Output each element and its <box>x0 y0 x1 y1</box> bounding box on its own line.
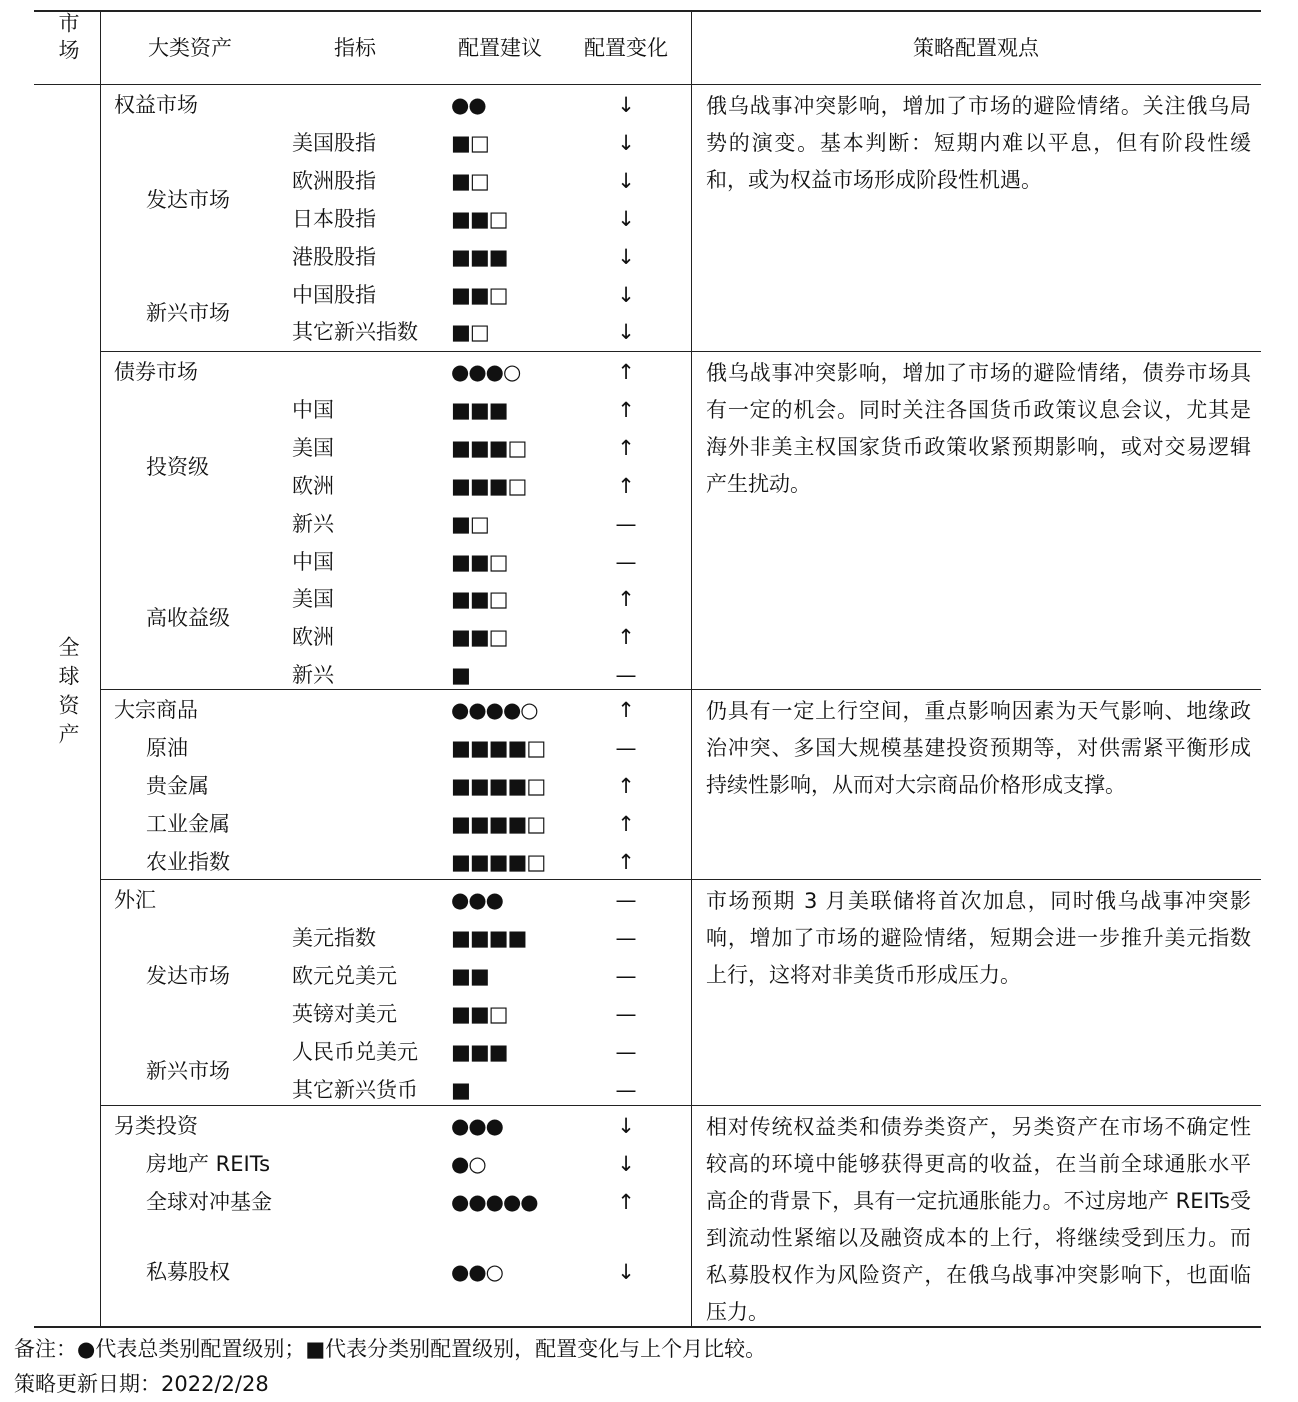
change-indicator: — <box>615 1077 637 1102</box>
change-indicator: — <box>615 735 637 760</box>
asset-name: 贵金属 <box>146 773 209 798</box>
table-rule <box>691 11 692 1326</box>
table-rule <box>100 11 101 1326</box>
change-indicator: ↑ <box>617 360 635 384</box>
footer-date: 策略更新日期：2022/2/28 <box>14 1372 269 1396</box>
change-indicator: — <box>615 1001 637 1026</box>
change-indicator: ↑ <box>617 849 635 874</box>
strategy-view: 俄乌战事冲突影响，增加了市场的避险情绪。关注俄乌局势的演变。基本判断：短期内难以平息，但有阶段性缓和，或为权益市场形成阶段性机遇。 <box>706 94 1251 192</box>
indicator-name: 新兴 <box>292 663 334 688</box>
allocation-rating: ■■■□ <box>451 473 527 498</box>
indicator-name: 新兴 <box>292 511 334 536</box>
change-indicator: ↑ <box>617 811 635 836</box>
asset-name: 全球对冲基金 <box>146 1190 272 1214</box>
change-indicator: ↑ <box>617 587 635 612</box>
allocation-rating: ■■■■□ <box>451 849 546 874</box>
allocation-rating: ●●● <box>451 1114 503 1138</box>
asset-name: 私募股权 <box>146 1260 230 1284</box>
indicator-name: 日本股指 <box>292 206 376 231</box>
indicator-name: 欧元兑美元 <box>292 963 397 988</box>
allocation-rating: ■□ <box>451 168 489 193</box>
allocation-rating: ■■□ <box>451 549 508 574</box>
market-label <box>50 636 80 763</box>
change-indicator: ↓ <box>617 130 635 155</box>
allocation-rating: ●●●●○ <box>451 698 538 722</box>
allocation-rating: ●● <box>451 93 486 117</box>
allocation-rating: ■□ <box>451 320 489 345</box>
change-indicator: ↑ <box>617 773 635 798</box>
indicator-name: 欧洲 <box>292 473 334 498</box>
change-indicator: — <box>615 511 637 536</box>
table-rule <box>100 1105 1261 1106</box>
strategy-view: 相对传统权益类和债券类资产，另类资产在市场不确定性较高的环境中能够获得更高的收益，在当前全球通胀水平高企的背景下，具有一定抗通胀能力。不过房地产 REITs受到流动性紧缩以及融资成本的上行，将继续受到压力。而私募股权作为风险资产，在俄乌战事冲突影响下，也面临压力。 <box>706 1115 1251 1324</box>
allocation-rating: ■■□ <box>451 587 508 612</box>
asset-name: 债券市场 <box>114 360 198 384</box>
change-indicator: ↓ <box>617 282 635 307</box>
allocation-rating: ■■■□ <box>451 435 527 460</box>
allocation-rating: ■■■ <box>451 1039 508 1064</box>
asset-name: 大宗商品 <box>114 698 198 722</box>
subgroup-name: 新兴市场 <box>146 301 230 326</box>
indicator-name: 美国 <box>292 435 334 460</box>
allocation-rating: ■■□ <box>451 1001 508 1026</box>
allocation-rating: ■■■■ <box>451 925 527 950</box>
change-indicator: ↓ <box>617 1152 635 1176</box>
allocation-rating: ●○ <box>451 1152 486 1176</box>
footer-note: 备注：●代表总类别配置级别；■代表分类别配置级别，配置变化与上个月比较。 <box>14 1337 767 1361</box>
market-label-text: 全球资产 <box>56 636 80 752</box>
allocation-rating: ■□ <box>451 511 489 536</box>
change-indicator: ↑ <box>617 397 635 422</box>
asset-name: 另类投资 <box>114 1114 198 1138</box>
change-indicator: ↑ <box>617 625 635 650</box>
asset-name: 权益市场 <box>114 93 198 117</box>
change-indicator: — <box>615 963 637 988</box>
indicator-name: 人民币兑美元 <box>292 1039 418 1064</box>
asset-name: 房地产 REITs <box>146 1152 271 1176</box>
strategy-view: 俄乌战事冲突影响，增加了市场的避险情绪，债券市场具有一定的机会。同时关注各国货币政策议息会议，尤其是海外非美主权国家货币政策收紧预期影响，或对交易逻辑产生扰动。 <box>706 361 1251 496</box>
change-indicator: ↑ <box>617 435 635 460</box>
change-indicator: ↓ <box>617 93 635 117</box>
asset-name: 工业金属 <box>146 811 230 836</box>
change-indicator: — <box>615 1039 637 1064</box>
table-rule <box>34 10 1261 12</box>
indicator-name: 中国股指 <box>292 282 376 307</box>
indicator-name: 其它新兴指数 <box>292 320 418 345</box>
subgroup-name: 高收益级 <box>146 606 230 631</box>
allocation-rating: ■■■■□ <box>451 773 546 798</box>
change-indicator: ↑ <box>617 1190 635 1214</box>
allocation-rating: ■■■■□ <box>451 735 546 760</box>
header-allocation: 配置建议 <box>458 36 542 60</box>
allocation-rating: ■■■ <box>451 397 508 422</box>
change-indicator: ↓ <box>617 206 635 231</box>
table-rule <box>100 879 1261 880</box>
allocation-rating: ■ <box>451 1077 470 1102</box>
allocation-rating: ●●●●● <box>451 1190 538 1214</box>
table-rule <box>100 351 1261 352</box>
change-indicator: — <box>615 888 637 912</box>
subgroup-name: 新兴市场 <box>146 1058 230 1083</box>
header-asset-class: 大类资产 <box>148 36 232 60</box>
subgroup-name: 发达市场 <box>146 187 230 212</box>
change-indicator: ↓ <box>617 168 635 193</box>
allocation-rating: ■■■ <box>451 244 508 269</box>
indicator-name: 欧洲 <box>292 625 334 650</box>
allocation-rating: ■■□ <box>451 282 508 307</box>
allocation-rating: ●●● <box>451 888 503 912</box>
allocation-rating: ■■□ <box>451 625 508 650</box>
asset-name: 外汇 <box>114 888 156 912</box>
change-indicator: ↓ <box>617 1260 635 1284</box>
indicator-name: 美国股指 <box>292 130 376 155</box>
change-indicator: — <box>615 663 637 688</box>
strategy-view: 市场预期 3 月美联储将首次加息，同时俄乌战事冲突影响，增加了市场的避险情绪，短期会进一步推升美元指数上行，这将对非美货币形成压力。 <box>706 889 1251 987</box>
indicator-name: 美国 <box>292 587 334 612</box>
change-indicator: — <box>615 925 637 950</box>
indicator-name: 港股股指 <box>292 244 376 269</box>
change-indicator: ↓ <box>617 320 635 345</box>
indicator-name: 中国 <box>292 549 334 574</box>
indicator-name: 美元指数 <box>292 925 376 950</box>
allocation-rating: ■■ <box>451 963 489 988</box>
subgroup-name: 发达市场 <box>146 963 230 988</box>
allocation-rating: ■■■■□ <box>451 811 546 836</box>
change-indicator: ↓ <box>617 244 635 269</box>
header-market <box>50 12 80 77</box>
allocation-rating: ●●○ <box>451 1260 503 1284</box>
asset-name: 原油 <box>146 735 188 760</box>
table-rule <box>100 689 1261 690</box>
allocation-rating: ●●●○ <box>451 360 521 384</box>
strategy-view: 仍具有一定上行空间，重点影响因素为天气影响、地缘政治冲突、多国大规模基建投资预期等，对供需紧平衡形成持续性影响，从而对大宗商品价格形成支撑。 <box>706 699 1251 797</box>
change-indicator: ↑ <box>617 473 635 498</box>
header-market-text: 市场 <box>56 12 80 66</box>
allocation-rating: ■■□ <box>451 206 508 231</box>
header-change: 配置变化 <box>584 36 668 60</box>
change-indicator: ↑ <box>617 698 635 722</box>
indicator-name: 欧洲股指 <box>292 168 376 193</box>
subgroup-name: 投资级 <box>146 454 209 479</box>
indicator-name: 中国 <box>292 397 334 422</box>
allocation-rating: ■ <box>451 663 470 688</box>
header-view: 策略配置观点 <box>913 36 1039 60</box>
indicator-name: 英镑对美元 <box>292 1001 397 1026</box>
allocation-rating: ■□ <box>451 130 489 155</box>
indicator-name: 其它新兴货币 <box>292 1077 418 1102</box>
asset-name: 农业指数 <box>146 849 230 874</box>
table-rule <box>34 84 1261 85</box>
table-rule <box>34 1326 1261 1328</box>
change-indicator: — <box>615 549 637 574</box>
header-indicator: 指标 <box>334 36 376 60</box>
change-indicator: ↓ <box>617 1114 635 1138</box>
